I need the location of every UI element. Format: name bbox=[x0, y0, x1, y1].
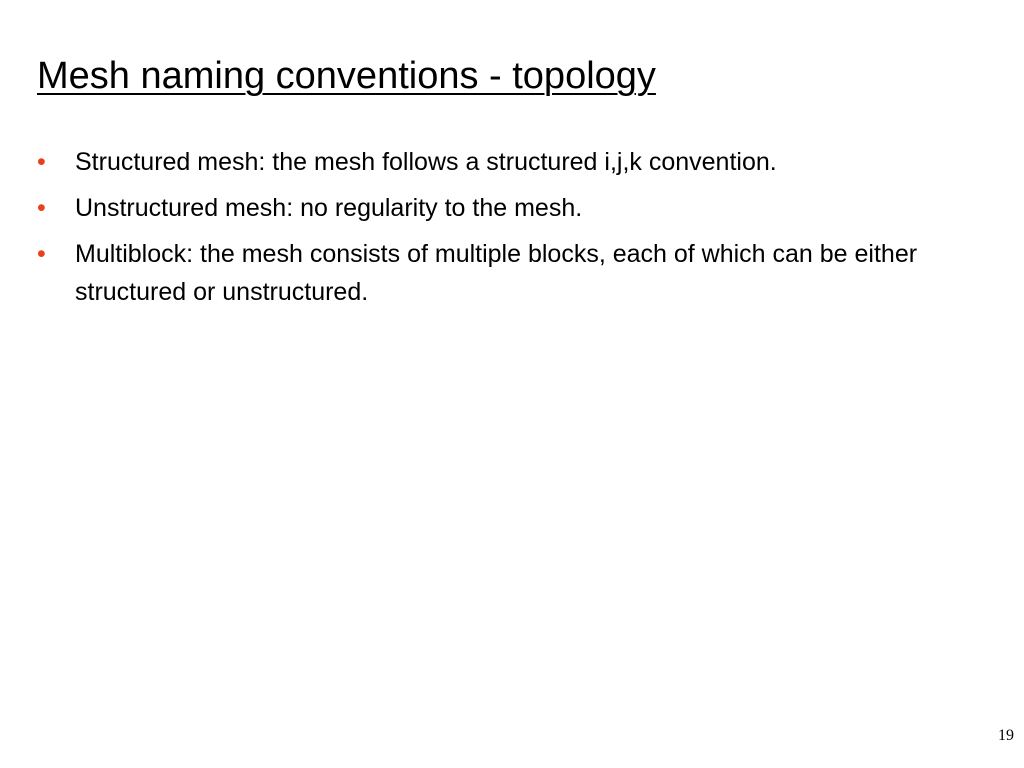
bullet-item-multiblock bbox=[37, 235, 977, 311]
bullet-marker: • bbox=[37, 240, 46, 268]
bullet-item-structured bbox=[37, 143, 977, 181]
slide-title: Mesh naming conventions - topology bbox=[37, 55, 656, 97]
bullet-item-unstructured bbox=[37, 189, 977, 227]
bullet-text: Multiblock: the mesh consists of multiple blocks, each of which can be either structured or unstructured. bbox=[75, 240, 918, 306]
page-number: 19 bbox=[998, 727, 1014, 744]
bullet-text: Unstructured mesh: no regularity to the mesh. bbox=[75, 194, 583, 222]
bullet-list bbox=[37, 143, 977, 319]
bullet-marker: • bbox=[37, 194, 46, 222]
bullet-marker: • bbox=[37, 148, 46, 176]
bullet-text: Structured mesh: the mesh follows a structured i,j,k convention. bbox=[75, 148, 777, 176]
